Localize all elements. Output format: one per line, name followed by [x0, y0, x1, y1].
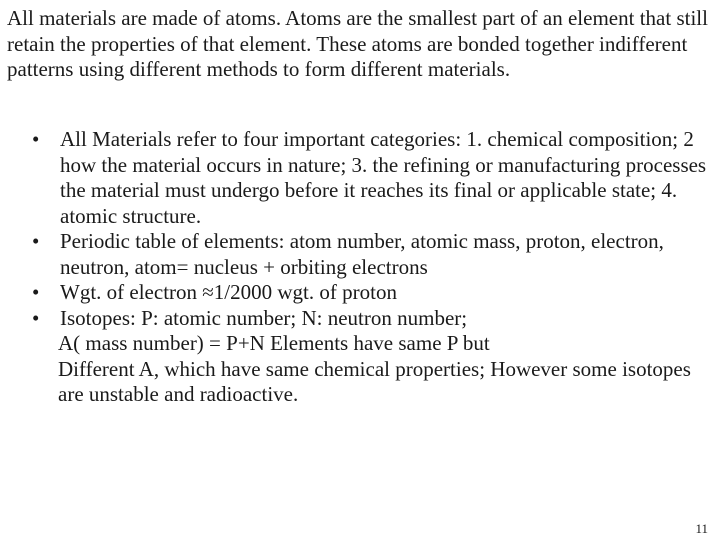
bullet-dot-icon: •	[32, 127, 40, 151]
bullet-dot-icon: •	[32, 280, 40, 304]
continuation-line: Different A, which have same chemical properties; However some isotopes are unstable and radioactive.	[58, 356, 691, 406]
bullet-item	[0, 306, 710, 332]
bullet-item	[0, 229, 710, 280]
bullet-text: Wgt. of electron ≈1/2000 wgt. of proton	[60, 280, 397, 304]
bullet-text: Periodic table of elements: atom number, atomic mass, proton, electron, neutron, atom= nucleus + orbiting electrons	[60, 229, 664, 279]
bullet-dot-icon: •	[32, 305, 40, 330]
bullet-item	[0, 127, 710, 229]
continuation-line: A( mass number) = P+N Elements have same P but	[58, 331, 490, 355]
intro-paragraph: All materials are made of atoms. Atoms are the smallest part of an element that still retain the properties of that element. These atoms are bonded together indifferent patterns using different methods to form different materials.	[7, 6, 708, 81]
bullet-text: All Materials refer to four important categories: 1. chemical composition; 2 how the material occurs in nature; 3. the refining or manufacturing processes the material must undergo before it reaches its final or applicable state; 4. atomic structure.	[60, 127, 707, 228]
bullet-list	[0, 127, 720, 408]
bullet-item	[0, 280, 710, 306]
bullet-dot-icon: •	[32, 229, 40, 253]
page-number: 11	[695, 521, 708, 536]
bullet-text: Isotopes: P: atomic number; N: neutron number;	[60, 305, 468, 330]
